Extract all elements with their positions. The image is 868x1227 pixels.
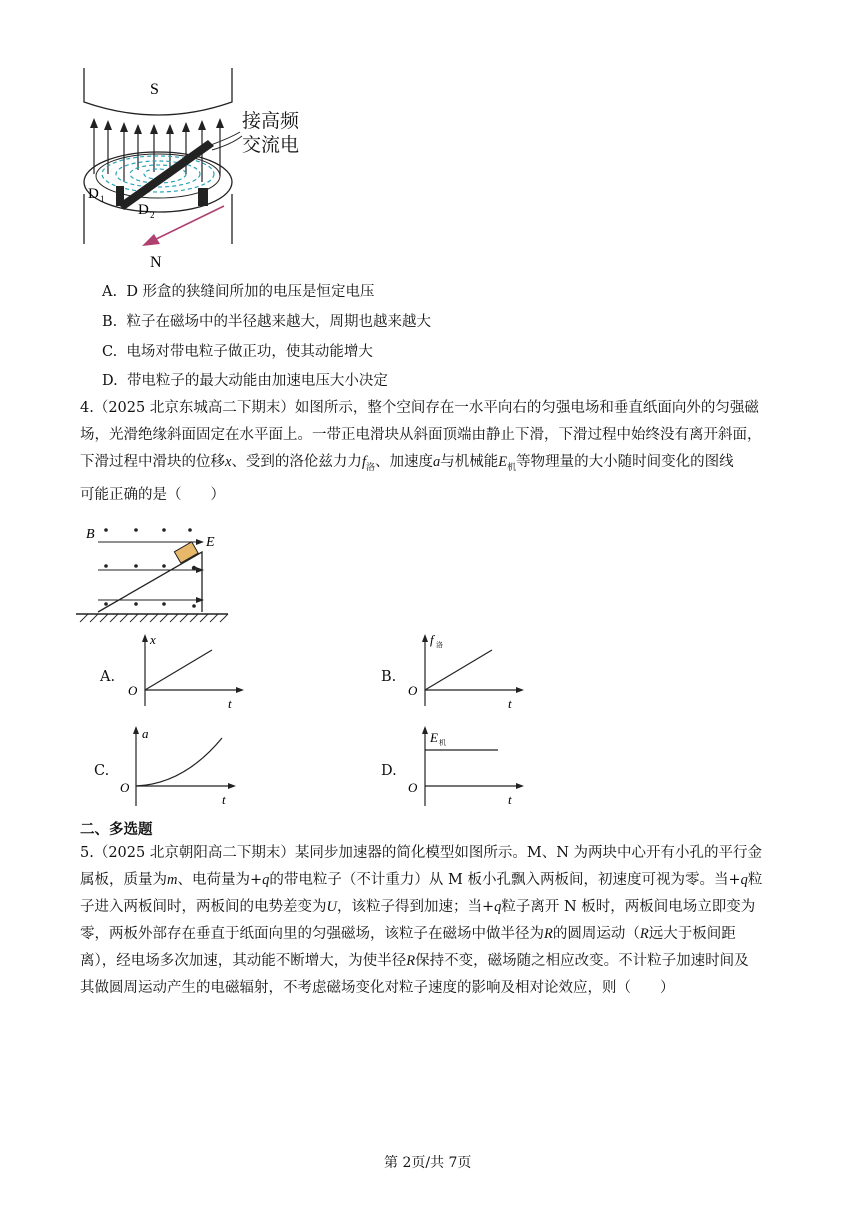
q5-line5-text-a: 离），经电场多次加速，其动能不断增大，为使半径 bbox=[80, 953, 407, 969]
q5-line6: 其做圆周运动产生的电磁辐射，不考虑磁场变化对粒子速度的影响及相对论效应，则（ ） bbox=[80, 980, 675, 996]
q5-line4-text-a: 零，两板外部存在垂直于纸面向里的匀强磁场，该粒子在磁场中做半径为 bbox=[80, 926, 544, 942]
graph-d-ylabel: E bbox=[430, 730, 438, 745]
var-r: R bbox=[639, 926, 649, 942]
option-text: D 形盒的狭缝间所加的电压是恒定电压 bbox=[126, 284, 375, 300]
q4-option-c-letter: C. bbox=[94, 763, 110, 779]
q4-option-a-letter: A. bbox=[100, 669, 116, 685]
graph-d-ysub: 机 bbox=[439, 739, 446, 747]
option-letter: C. bbox=[102, 344, 118, 360]
d1-label: D bbox=[88, 186, 99, 202]
var-f: f bbox=[361, 454, 366, 470]
var-q: q bbox=[740, 872, 748, 888]
option-text: 带电粒子的最大动能由加速电压大小决定 bbox=[126, 373, 388, 389]
q4-line2: 场，光滑绝缘斜面固定在水平面上。一带正电滑块从斜面顶端由静止下滑，下滑过程中始终没有离开斜面， bbox=[80, 427, 762, 443]
q4-option-b-letter: B. bbox=[381, 669, 397, 685]
q3-option-c bbox=[102, 345, 373, 360]
q4-stem bbox=[80, 395, 762, 509]
q5-line2-text-d: 粒 bbox=[747, 872, 763, 888]
hf-label-line2: 交流电 bbox=[242, 135, 300, 156]
var-r: R bbox=[406, 953, 416, 969]
pole-s-label: S bbox=[150, 81, 159, 98]
q5-line4-text-b: 的圆周运动（ bbox=[552, 926, 640, 942]
graph-a-ylabel: x bbox=[150, 632, 156, 647]
q5-line5 bbox=[80, 948, 762, 975]
q4-line3-text-b: 、受到的洛伦兹力力 bbox=[231, 454, 362, 470]
var-x: x bbox=[225, 454, 232, 470]
var-r: R bbox=[544, 926, 553, 942]
var-m: m bbox=[167, 872, 178, 888]
q5-line2-text-c: 的带电粒子（不计重力）从 M 板小孔飘入两板间，初速度可视为零。当+ bbox=[269, 872, 741, 888]
q5-line4-text-c: 远大于板间距 bbox=[648, 926, 736, 942]
graph-c-xlabel: t bbox=[222, 792, 226, 807]
var-e: E bbox=[498, 454, 508, 470]
section-heading: 二、多选题 bbox=[80, 821, 153, 838]
graph-a-xlabel: t bbox=[228, 696, 232, 711]
graph-a bbox=[120, 632, 250, 712]
graph-c-origin: O bbox=[120, 780, 130, 795]
q3-option-d bbox=[102, 374, 388, 389]
q4-line3-text-a: 下滑过程中滑块的位移 bbox=[80, 454, 225, 470]
graph-a-origin: O bbox=[128, 683, 138, 698]
q4-line3-text-d: 与机械能 bbox=[440, 454, 499, 470]
q4-line3-text-c: 、加速度 bbox=[374, 454, 433, 470]
q4-line4: 可能正确的是（ ） bbox=[80, 486, 225, 503]
graph-d-xlabel: t bbox=[508, 792, 512, 807]
graph-b bbox=[400, 632, 530, 712]
graph-b-ysub: 洛 bbox=[436, 641, 443, 649]
q4-line3 bbox=[80, 449, 762, 482]
graph-b-ylabel: f bbox=[430, 632, 434, 647]
graph-b-origin: O bbox=[408, 683, 418, 698]
q4-line3-text-e: 等物理量的大小随时间变化的图线 bbox=[516, 454, 734, 470]
option-letter: D. bbox=[102, 373, 118, 389]
q3-option-b bbox=[102, 315, 431, 330]
q5-line5-text-b: 保持不变，磁场随之相应改变。不计粒子加速时间及 bbox=[415, 953, 749, 969]
q5-line4 bbox=[80, 921, 762, 948]
d2-label: D bbox=[138, 202, 149, 218]
d1-sub: 1 bbox=[100, 194, 105, 204]
graph-d bbox=[400, 724, 530, 810]
q5-line3-text-b: ，该粒子得到加速；当+ bbox=[336, 899, 495, 915]
graph-c bbox=[114, 724, 244, 810]
var-q: q bbox=[262, 872, 270, 888]
option-letter: B. bbox=[102, 314, 118, 330]
q5-line3 bbox=[80, 894, 762, 921]
field-e-label: E bbox=[206, 535, 215, 550]
q4-line1: 4.（2025 北京东城高二下期末）如图所示，整个空间存在一水平向右的匀强电场和垂直纸面向外的匀强磁 bbox=[80, 400, 759, 416]
var-u: U bbox=[326, 899, 337, 915]
incline-figure bbox=[76, 522, 236, 632]
q5-line3-text-a: 子进入两板间时，两板间的电势差变为 bbox=[80, 899, 327, 915]
q3-option-a bbox=[102, 285, 375, 300]
q5-line3-text-c: 粒子离开 N 板时，两板间电场立即变为 bbox=[501, 899, 756, 915]
q5-line2-text-b: 、电荷量为+ bbox=[177, 872, 263, 888]
d2-sub: 2 bbox=[150, 210, 155, 220]
q5-line2-text-a: 属板，质量为 bbox=[80, 872, 167, 888]
var-e-sub: 机 bbox=[507, 462, 517, 473]
var-q: q bbox=[494, 899, 502, 915]
option-text: 粒子在磁场中的半径越来越大，周期也越来越大 bbox=[126, 314, 431, 330]
pole-n-label: N bbox=[150, 254, 162, 271]
var-a: a bbox=[432, 454, 441, 470]
page-footer: 第 2页/共 7页 bbox=[384, 1155, 472, 1171]
field-b-label: B bbox=[86, 527, 95, 542]
option-letter: A. bbox=[102, 284, 118, 300]
graph-d-origin: O bbox=[408, 780, 418, 795]
q5-stem bbox=[80, 840, 762, 1002]
var-f-sub: 洛 bbox=[365, 462, 375, 473]
hf-label-line1: 接高频 bbox=[242, 111, 300, 132]
cyclotron-figure bbox=[80, 66, 320, 276]
q4-option-d-letter: D. bbox=[381, 763, 397, 779]
graph-b-xlabel: t bbox=[508, 696, 512, 711]
option-text: 电场对带电粒子做正功，使其动能增大 bbox=[126, 344, 373, 360]
q5-line1: 5.（2025 北京朝阳高二下期末）某同步加速器的简化模型如图所示。M、N 为两块中心开有小孔的平行金 bbox=[80, 845, 762, 861]
graph-c-ylabel: a bbox=[142, 726, 149, 741]
q5-line2 bbox=[80, 867, 762, 894]
